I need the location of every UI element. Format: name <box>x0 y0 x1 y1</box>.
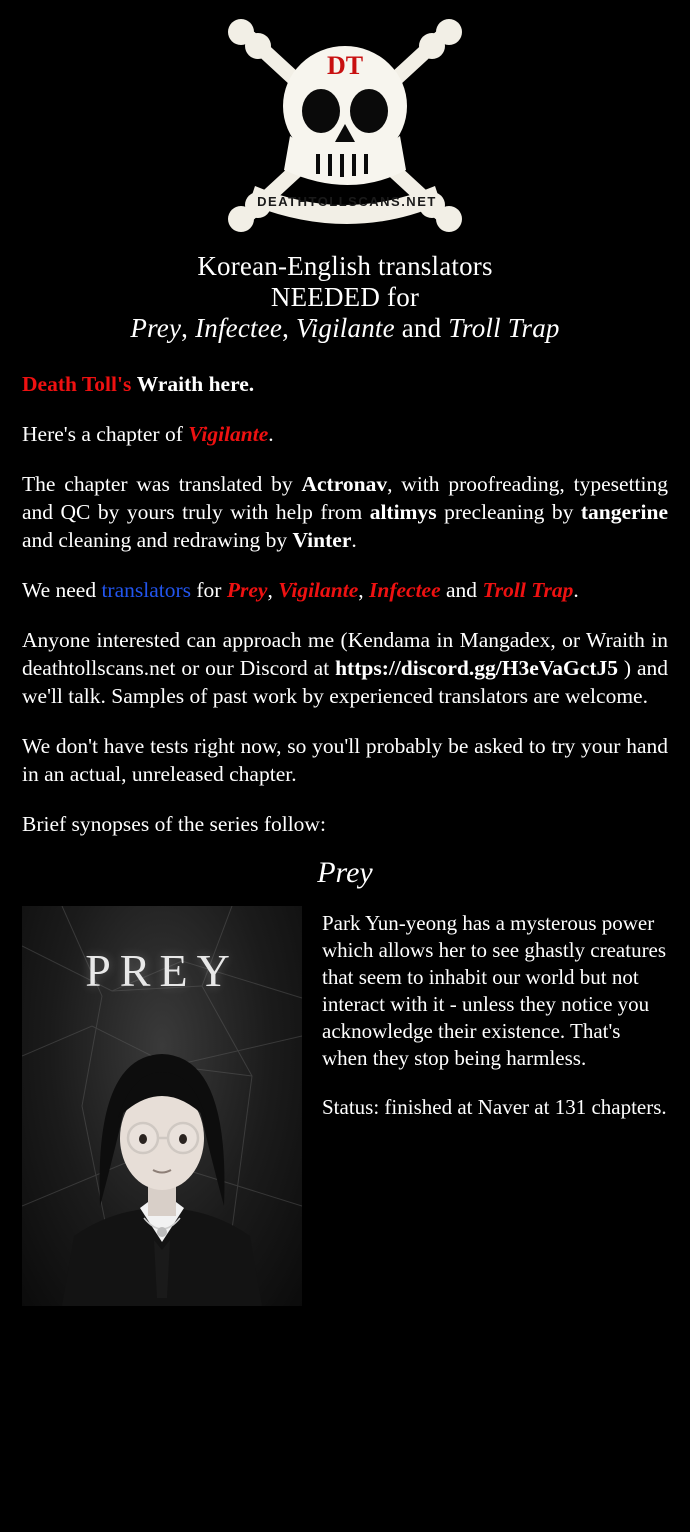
heading-title-vigilante: Vigilante <box>296 313 395 343</box>
heading-and: and <box>401 313 442 343</box>
cover-title-text: PREY <box>85 945 239 996</box>
series-section-prey <box>0 906 690 1306</box>
credit-translator: Actronav <box>301 472 388 496</box>
announcement-body <box>0 370 690 838</box>
need-comma-1: , <box>267 578 279 602</box>
paragraph-intro <box>22 370 668 398</box>
series-name-vigilante: Vigilante <box>188 422 269 446</box>
page-title <box>0 251 690 344</box>
series-description: Park Yun-yeong has a mysterous power which allows her to see ghastly creatures that seem to inhabit our world but not interact with it - unless they notice you acknowledge their existence. That's when they stop being harmless. <box>322 911 667 1070</box>
credits-text-4: and cleaning and redrawing by <box>22 528 293 552</box>
heading-title-prey: Prey <box>130 313 182 343</box>
cover-character-art <box>22 906 302 1306</box>
series-name-prey: Prey <box>226 578 268 602</box>
chapter-post-text: . <box>268 422 274 446</box>
credit-precleaner: tangerine <box>580 500 669 524</box>
credits-text-1: The chapter was translated by <box>22 472 302 496</box>
translators-link[interactable]: translators <box>101 578 192 602</box>
heading-line-1: Korean-English translators <box>197 251 493 281</box>
credit-helper: altimys <box>369 500 437 524</box>
logo-banner-text: DEATHTOLLSCANS.NET <box>257 193 437 209</box>
need-text-3: and <box>440 578 483 602</box>
paragraph-chapter-release <box>22 420 668 448</box>
need-text-1: We need <box>22 578 102 602</box>
need-comma-2: , <box>358 578 369 602</box>
heading-title-troll-trap: Troll Trap <box>448 313 560 343</box>
series-status: Status: finished at Naver at 131 chapters. <box>322 1095 667 1119</box>
paragraph-contact <box>22 626 668 710</box>
series-name-vigilante-2: Vigilante <box>278 578 359 602</box>
logo-skull-text: DT <box>326 50 364 80</box>
credit-redrawer: Vinter <box>292 528 352 552</box>
series-cover-image <box>22 906 302 1306</box>
group-name: Death Toll's <box>22 372 132 396</box>
need-text-4: . <box>573 578 579 602</box>
credits-text-2: , with proofreading, typesetting and QC by yours truly with help from <box>22 472 669 524</box>
death-toll-scans-skull-logo <box>195 8 495 238</box>
series-name-infectee: Infectee <box>369 578 441 602</box>
author-name: Wraith here. <box>136 372 255 396</box>
logo-container <box>0 0 690 245</box>
paragraph-credits <box>22 470 668 554</box>
contact-text-2: ) and we'll talk. Samples of past work by experienced translators are welcome. <box>22 656 668 708</box>
heading-title-infectee: Infectee <box>195 313 283 343</box>
credits-text-3: precleaning by <box>436 500 581 524</box>
paragraph-need-translators <box>22 576 668 604</box>
series-section-title: Prey <box>317 856 373 889</box>
credits-text-5: . <box>351 528 357 552</box>
chapter-pre-text: Here's a chapter of <box>22 422 189 446</box>
heading-line-3: Prey, Infectee, Vigilante and Troll Trap <box>130 313 560 343</box>
paragraph-synopses-lead: Brief synopses of the series follow: <box>22 812 326 836</box>
discord-invite-link[interactable]: https://discord.gg/H3eVaGctJ5 <box>335 656 618 680</box>
paragraph-tests: We don't have tests right now, so you'll probably be asked to try your hand in an actual, unreleased chapter. <box>22 734 668 786</box>
need-text-2: for <box>191 578 227 602</box>
contact-text-1: Anyone interested can approach me (Kendama in Mangadex, or Wraith in deathtollscans.net or our Discord at <box>22 628 668 680</box>
series-name-troll-trap: Troll Trap <box>482 578 574 602</box>
heading-line-2: NEEDED for <box>270 282 420 312</box>
series-description-block <box>322 906 668 1143</box>
